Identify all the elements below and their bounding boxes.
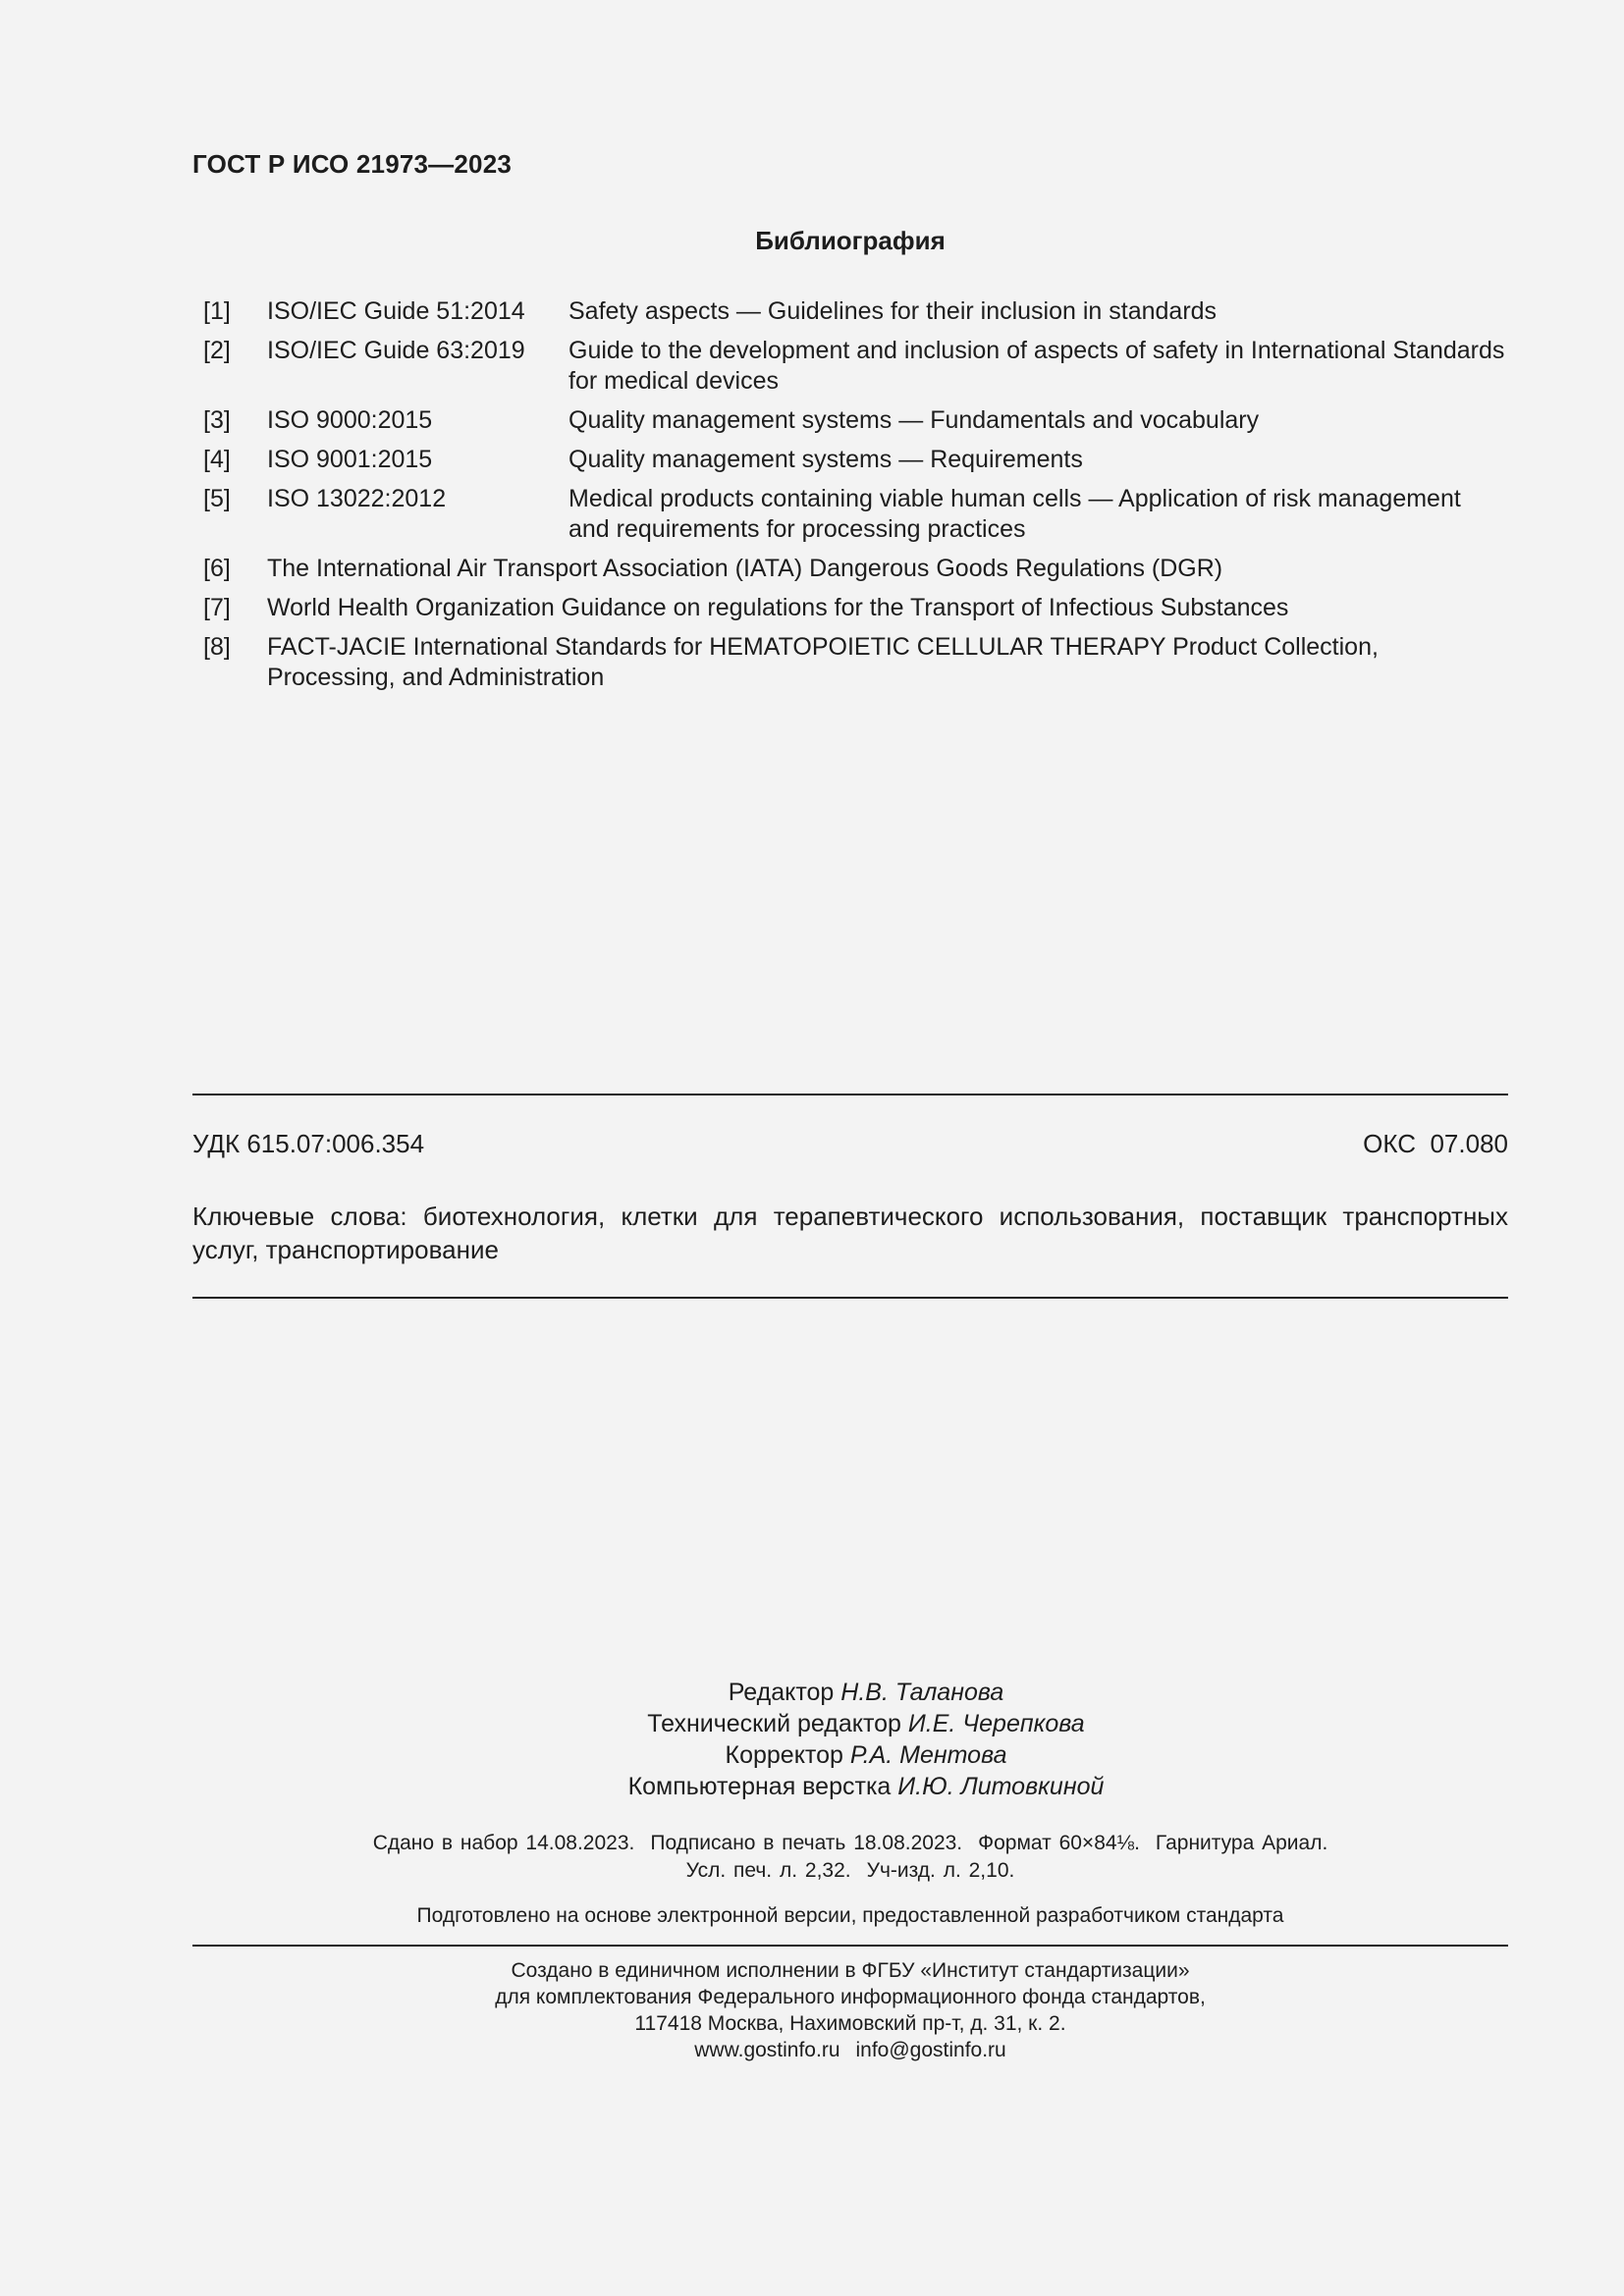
keywords: Ключевые слова: биотехнология, клетки для терапевтического использования, поставщик транспортных услуг, транспортирование (192, 1201, 1508, 1264)
divider-bottom (192, 1297, 1508, 1299)
entry-number: [7] (203, 594, 231, 621)
printing-line-2 (0, 1857, 1624, 1885)
entry-text: FACT-JACIE International Standards for HEMATOPOIETIC CELLULAR THERAPY Product Collection, Processing, and Administration (267, 633, 1379, 691)
divider-top (192, 1094, 1508, 1095)
credit-label: Редактор (728, 1679, 835, 1706)
typeface: Гарнитура Ариал. (1155, 1832, 1328, 1854)
udk-code: УДК 615.07:006.354 (192, 1129, 425, 1158)
entry-reference: ISO 9000:2015 (267, 406, 433, 434)
bibliography-entry (192, 445, 1508, 475)
oks-code: ОКС 07.080 (1363, 1129, 1508, 1158)
entry-number: [3] (203, 406, 231, 434)
entry-title: Quality management systems — Fundamentals and vocabulary (568, 406, 1260, 434)
credit-name: Н.В. Таланова (840, 1679, 1004, 1706)
bibliography-entry (192, 336, 1508, 397)
entry-title: Safety aspects — Guidelines for their inclusion in standards (568, 297, 1218, 325)
website-link[interactable]: www.gostinfo.ru (694, 2039, 840, 2061)
standard-code: ГОСТ Р ИСО 21973—2023 (192, 149, 513, 179)
entry-number: [2] (203, 337, 231, 364)
publisher-line-1: Создано в единичном исполнении в ФГБУ «Институт стандартизации» (511, 1959, 1190, 1982)
credit-label: Корректор (725, 1741, 843, 1769)
credits-block (0, 1677, 1624, 1802)
entry-reference: ISO/IEC Guide 51:2014 (267, 297, 525, 325)
credit-tech-editor (0, 1708, 1624, 1739)
printing-line-1 (0, 1830, 1624, 1857)
entry-number: [8] (203, 633, 231, 661)
entry-reference: ISO 9001:2015 (267, 446, 433, 473)
divider-footer (192, 1945, 1508, 1947)
paper-format: Формат 60×84⅛. (978, 1832, 1140, 1854)
publisher-line-2: для комплектования Федерального информационного фонда стандартов, (495, 1986, 1206, 2008)
credit-name: И.Ю. Литовкиной (897, 1773, 1105, 1800)
bibliography-title: Библиография (755, 226, 946, 255)
entry-title: Guide to the development and inclusion of aspects of safety in International Standards for medical devices (568, 337, 1505, 395)
signed-date: Подписано в печать 18.08.2023. (650, 1832, 963, 1854)
entry-number: [4] (203, 446, 231, 473)
printing-info (0, 1830, 1624, 1885)
prepared-note: Подготовлено на основе электронной версии, предоставленной разработчиком стандарта (416, 1904, 1284, 1927)
credit-name: Р.А. Ментова (849, 1741, 1007, 1769)
bibliography-entry (192, 296, 1508, 327)
entry-text: The International Air Transport Association (IATA) Dangerous Goods Regulations (DGR) (267, 555, 1223, 582)
publisher-address: 117418 Москва, Нахимовский пр-т, д. 31, к. 2. (634, 2012, 1066, 2035)
credit-name: И.Е. Черепкова (907, 1710, 1085, 1737)
entry-title: Medical products containing viable human cells — Application of risk management and requirements for processing practices (568, 485, 1461, 543)
entry-text: World Health Organization Guidance on regulations for the Transport of Infectious Substances (267, 594, 1289, 621)
publication-sheets: Уч-изд. л. 2,10. (866, 1859, 1015, 1882)
credit-layout (0, 1771, 1624, 1802)
email-link[interactable]: info@gostinfo.ru (855, 2039, 1006, 2061)
entry-number: [1] (203, 297, 231, 325)
bibliography-list (192, 296, 1508, 702)
entry-reference: ISO/IEC Guide 63:2019 (267, 337, 525, 364)
publisher-info (0, 1957, 1624, 2063)
bibliography-entry (192, 593, 1508, 623)
print-sheets: Усл. печ. л. 2,32. (685, 1859, 851, 1882)
bibliography-entry (192, 554, 1508, 584)
entry-reference: ISO 13022:2012 (267, 485, 447, 512)
submitted-date: Сдано в набор 14.08.2023. (372, 1832, 635, 1854)
bibliography-entry (192, 632, 1508, 693)
entry-number: [6] (203, 555, 231, 582)
entry-number: [5] (203, 485, 231, 512)
bibliography-entry (192, 405, 1508, 436)
bibliography-entry (192, 484, 1508, 545)
credit-label: Технический редактор (647, 1710, 901, 1737)
credit-editor (0, 1677, 1624, 1708)
credit-label: Компьютерная верстка (627, 1773, 892, 1800)
credit-corrector (0, 1739, 1624, 1771)
publisher-contacts (0, 2037, 1624, 2063)
entry-title: Quality management systems — Requirements (568, 446, 1083, 473)
